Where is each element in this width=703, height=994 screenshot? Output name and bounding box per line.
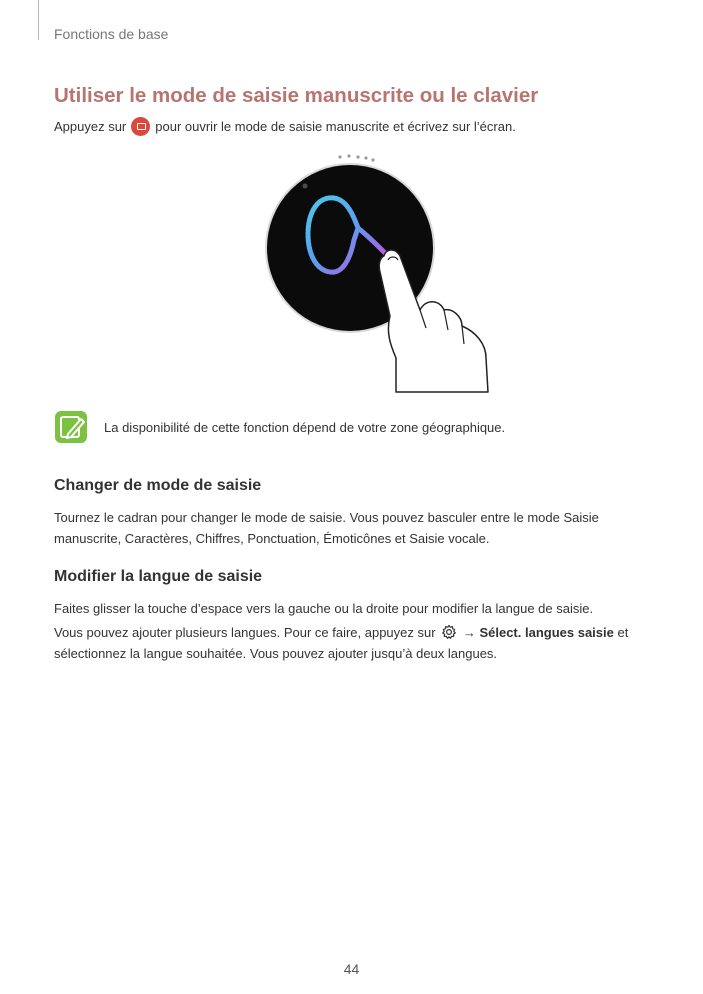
paragraph-swipe-space: Faites glisser la touche d’espace vers la gauche ou la droite pour modifier la langue de saisie. <box>54 601 594 616</box>
page-title: Utiliser le mode de saisie manuscrite ou le clavier <box>54 84 539 107</box>
smartwatch-handwriting-illustration <box>250 148 520 398</box>
note-pencil-icon <box>54 410 88 444</box>
select-languages-menu-label: Sélect. langues saisie <box>479 625 614 640</box>
intro-text-after: pour ouvrir le mode de saisie manuscrite et écrivez sur l’écran. <box>155 119 516 134</box>
heading-change-language: Modifier la langue de saisie <box>54 568 263 585</box>
intro-text-before: Appuyez sur <box>54 119 127 134</box>
header-rule <box>38 0 39 40</box>
arrow-glyph: → <box>462 625 476 640</box>
note-text: La disponibilité de cette fonction dépend de votre zone géographique. <box>104 420 506 435</box>
gear-icon <box>441 624 457 640</box>
heading-change-mode: Changer de mode de saisie <box>54 477 262 494</box>
handwriting-icon <box>131 117 150 136</box>
paragraph-change-mode: Tournez le cadran pour changer le mode de saisie. Vous pouvez basculer entre le mode Saisie manuscrite, Caractères, Chiffres, Ponctuation, Émoticônes et Saisie vocale. <box>54 510 599 546</box>
page-number: 44 <box>343 961 360 977</box>
add-languages-text-before: Vous pouvez ajouter plusieurs langues. Pour ce faire, appuyez sur <box>54 625 436 640</box>
paragraph-add-languages <box>54 622 654 664</box>
add-languages-text-after: et sélectionnez la langue souhaitée. Vous pouvez ajouter jusqu’à deux langues. <box>54 625 629 661</box>
intro-paragraph <box>54 117 516 136</box>
section-label: Fonctions de base <box>54 26 169 42</box>
